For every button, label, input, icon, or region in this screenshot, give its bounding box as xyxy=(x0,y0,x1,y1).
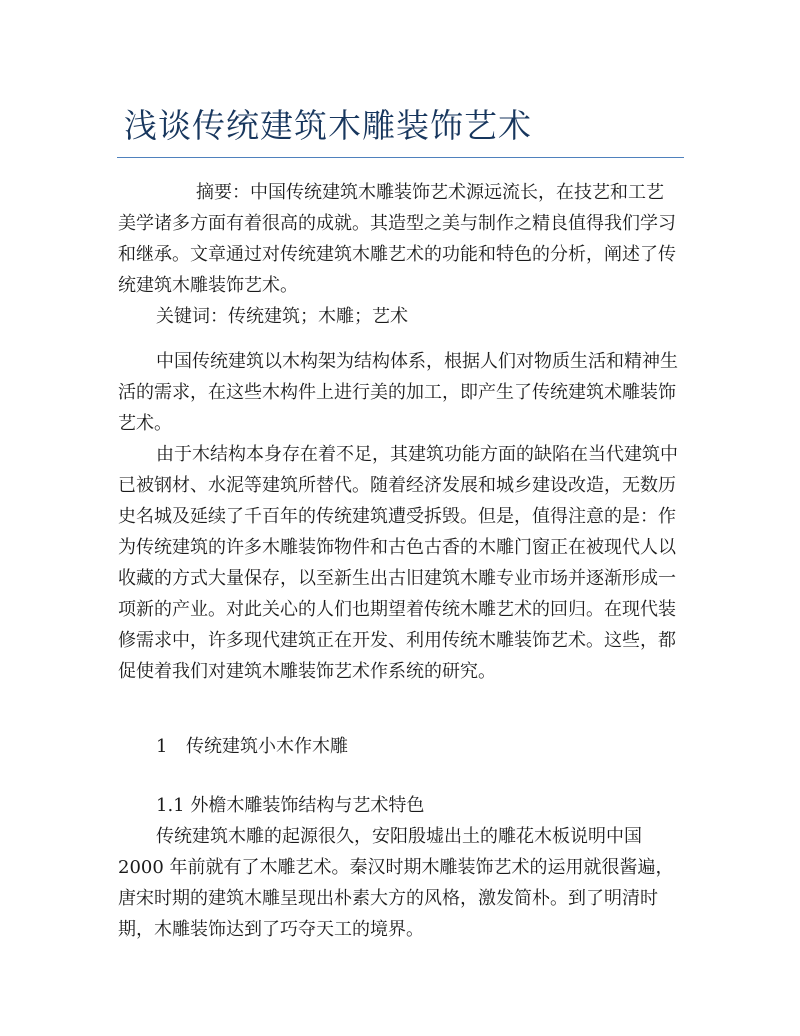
abstract-block xyxy=(118,177,678,332)
section-heading xyxy=(156,731,348,762)
keywords-line: 关键词：传统建筑；木雕；艺术 xyxy=(156,306,408,327)
section-number: 1 xyxy=(156,736,168,757)
title-underline xyxy=(117,157,684,158)
section-title: 传统建筑小木作木雕 xyxy=(186,736,348,757)
subsection-heading: 1.1 外檐木雕装饰结构与艺术特色 xyxy=(156,795,425,816)
document-title: 浅谈传统建筑木雕装饰艺术 xyxy=(124,106,532,145)
abstract-paragraph: 摘要：中国传统建筑木雕装饰艺术源远流长，在技艺和工艺美学诸多方面有着很高的成就。其造型之美与制作之精良值得我们学习和继承。文章通过对传统建筑木雕艺术的功能和特色的分析，阐述了传统建筑木雕装饰艺术。 xyxy=(118,182,676,296)
intro-block xyxy=(118,346,678,687)
body-paragraph: 传统建筑木雕的起源很久，安阳殷墟出土的雕花木板说明中国2000 年前就有了木雕艺术。秦汉时期木雕装饰艺术的运用就很酱遍，唐宋时期的建筑木雕呈现出朴素大方的风格，激发简朴。到了明清时期，木雕装饰达到了巧夺天工的境界。 xyxy=(118,826,674,940)
subsection-block xyxy=(118,821,678,945)
body-paragraph: 由于木结构本身存在着不足，其建筑功能方面的缺陷在当代建筑中已被钢材、水泥等建筑所替代。随着经济发展和城乡建设改造，无数历史名城及延续了千百年的传统建筑遭受拆毁。但是，值得注意的是：作为传统建筑的许多木雕装饰物件和古色古香的木雕门窗正在被现代人以收藏的方式大量保存，以至新生出古旧建筑木雕专业市场并逐渐形成一项新的产业。对此关心的人们也期望着传统木雕艺术的回归。在现代装修需求中，许多现代建筑正在开发、利用传统木雕装饰艺术。这些，都促使着我们对建筑木雕装饰艺术作系统的研究。 xyxy=(118,444,678,682)
body-paragraph: 中国传统建筑以木构架为结构体系，根据人们对物质生活和精神生活的需求，在这些木构件上进行美的加工，即产生了传统建筑术雕装饰艺术。 xyxy=(118,351,678,434)
